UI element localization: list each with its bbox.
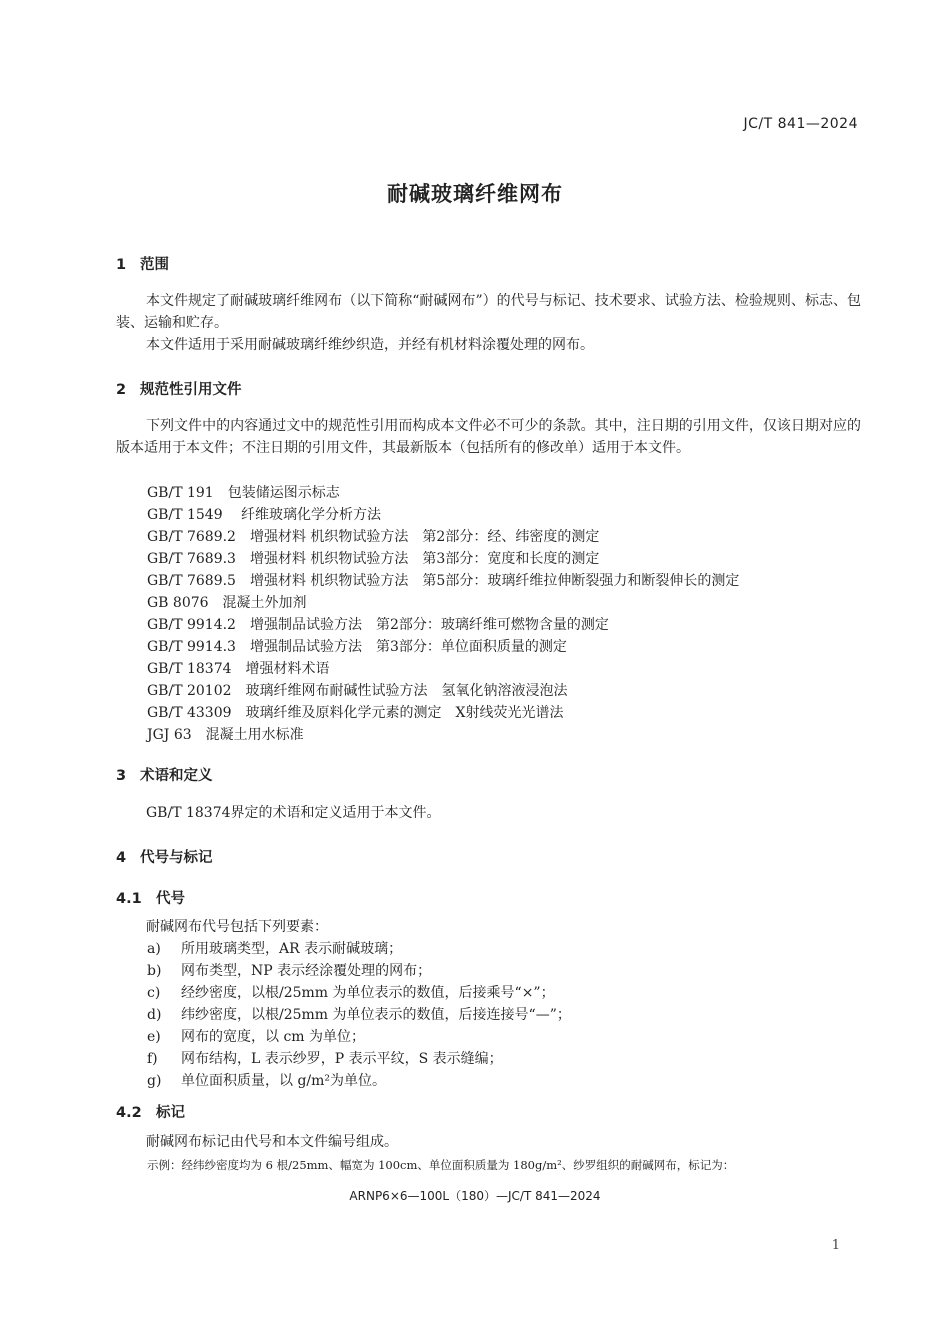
list-item (147, 1004, 571, 1024)
section-number: 4.1 (116, 891, 142, 907)
section-number: 4.2 (116, 1105, 142, 1121)
reference-item: JGJ 63 混凝土用水标准 (147, 727, 304, 743)
page-number: 1 (831, 1238, 840, 1253)
reference-item: GB/T 20102 玻璃纤维网布耐碱性试验方法 氢氧化钠溶液浸泡法 (147, 683, 568, 699)
list-item (147, 1070, 386, 1090)
list-item (147, 938, 402, 958)
section-number: 4 (116, 850, 127, 866)
list-marker: g) (147, 1073, 162, 1089)
list-item (147, 960, 431, 980)
list-marker: c) (147, 985, 161, 1001)
reference-item: GB/T 191 包装储运图示标志 (147, 485, 340, 501)
reference-item: GB 8076 混凝土外加剂 (147, 595, 307, 611)
reference-item: GB/T 7689.3 增强材料 机织物试验方法 第3部分：宽度和长度的测定 (147, 551, 600, 567)
section-1-paragraph-2: 本文件适用于采用耐碱玻璃纤维纱织造，并经有机材料涂覆处理的网布。 (146, 337, 594, 353)
list-text: 网布类型，NP 表示经涂覆处理的网布； (181, 963, 432, 979)
section-title: 规范性引用文件 (140, 382, 242, 398)
list-text: 经纱密度，以根/25mm 为单位表示的数值，后接乘号“×”； (181, 985, 555, 1001)
section-2-paragraph-1: 下列文件中的内容通过文中的规范性引用而构成本文件必不可少的条款。其中，注日期的引用文件，仅该日期对应的版本适用于本文件；不注日期的引用文件，其最新版本（包括所有的修改单）适用于本文件。 (116, 418, 861, 456)
list-marker: a) (147, 941, 161, 957)
reference-item: GB/T 9914.3 增强制品试验方法 第3部分：单位面积质量的测定 (147, 639, 567, 655)
section-4-1-heading (116, 887, 861, 908)
reference-item: GB/T 1549 纤维玻璃化学分析方法 (147, 507, 382, 523)
section-title: 标记 (156, 1105, 185, 1121)
section-4-heading (116, 846, 861, 867)
list-item (147, 1026, 365, 1046)
section-1-heading (116, 253, 861, 274)
section-title: 术语和定义 (140, 768, 213, 784)
list-text: 单位面积质量，以 g/m²为单位。 (181, 1073, 387, 1089)
section-4-1-intro: 耐碱网布代号包括下列要素： (146, 919, 328, 935)
reference-item: GB/T 9914.2 增强制品试验方法 第2部分：玻璃纤维可燃物含量的测定 (147, 617, 609, 633)
section-4-2-paragraph-1: 耐碱网布标记由代号和本文件编号组成。 (146, 1134, 398, 1150)
list-text: 所用玻璃类型，AR 表示耐碱玻璃； (181, 941, 403, 957)
reference-item: GB/T 43309 玻璃纤维及原料化学元素的测定 X射线荧光光谱法 (147, 705, 564, 721)
list-text: 网布结构，L 表示纱罗，P 表示平纹，S 表示缝编； (181, 1051, 503, 1067)
section-title: 代号与标记 (140, 850, 213, 866)
list-marker: b) (147, 963, 162, 979)
section-number: 3 (116, 768, 127, 784)
section-3-paragraph-1: GB/T 18374界定的术语和定义适用于本文件。 (146, 805, 441, 821)
list-marker: e) (147, 1029, 161, 1045)
section-2-heading (116, 378, 861, 399)
list-item (147, 1048, 503, 1068)
section-3-heading (116, 764, 861, 785)
list-text: 纬纱密度，以根/25mm 为单位表示的数值，后接连接号“—”； (181, 1007, 571, 1023)
document-title: 耐碱玻璃纤维网布 (387, 182, 563, 206)
example-text: 示例：经纬纱密度均为 6 根/25mm、幅宽为 100cm、单位面积质量为 180g/m²、纱罗组织的耐碱网布，标记为： (147, 1158, 735, 1172)
reference-item: GB/T 7689.5 增强材料 机织物试验方法 第5部分：玻璃纤维拉伸断裂强力和断裂伸长的测定 (147, 573, 740, 589)
reference-item: GB/T 7689.2 增强材料 机织物试验方法 第2部分：经、纬密度的测定 (147, 529, 600, 545)
section-title: 代号 (156, 891, 185, 907)
marking-formula: ARNP6×6—100L（180）—JC/T 841—2024 (349, 1189, 601, 1203)
section-number: 2 (116, 382, 127, 398)
section-4-2-heading (116, 1101, 861, 1122)
section-1-paragraph-1: 本文件规定了耐碱玻璃纤维网布（以下简称“耐碱网布”）的代号与标记、技术要求、试验方法、检验规则、标志、包装、运输和贮存。 (116, 293, 861, 331)
document-number: JC/T 841—2024 (743, 116, 858, 132)
list-marker: f) (147, 1051, 158, 1067)
section-title: 范围 (140, 257, 169, 273)
reference-item: GB/T 18374 增强材料术语 (147, 661, 330, 677)
list-marker: d) (147, 1007, 162, 1023)
list-text: 网布的宽度，以 cm 为单位； (181, 1029, 366, 1045)
section-number: 1 (116, 257, 127, 273)
list-item (147, 982, 555, 1002)
